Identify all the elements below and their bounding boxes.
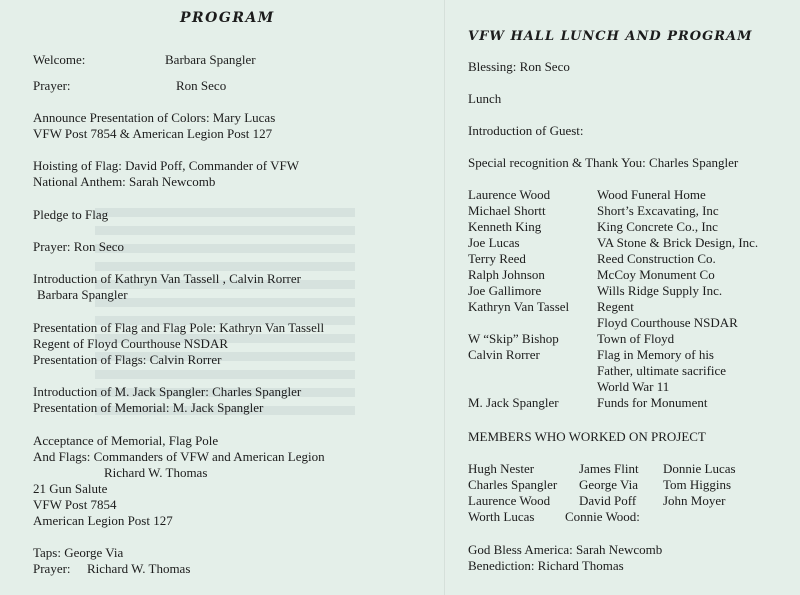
member-name: Donnie Lucas [663, 461, 736, 476]
thanks-name: Joe Lucas [468, 235, 520, 250]
thanks-name: Michael Shortt [468, 203, 546, 218]
presentation-flags: Presentation of Flags: Calvin Rorrer [33, 352, 222, 367]
member-name: Hugh Nester [468, 461, 535, 476]
welcome-label: Welcome: [33, 52, 86, 67]
thanks-list [468, 187, 798, 411]
members-row [468, 477, 798, 493]
intro-kathryn: Introduction of Kathryn Van Tassell , Calvin Rorrer [33, 271, 301, 286]
thanks-name: Kathryn Van Tassel [468, 299, 570, 314]
special-recognition: Special recognition & Thank You: Charles Spangler [468, 155, 739, 170]
member-name: Charles Spangler [468, 477, 558, 492]
thanks-organization: Regent [597, 299, 634, 314]
members-row [468, 509, 798, 525]
thanks-name: Joe Gallimore [468, 283, 542, 298]
thanks-name: Kenneth King [468, 219, 542, 234]
presentation-flag-pole: Presentation of Flag and Flag Pole: Kathryn Van Tassell [33, 320, 325, 335]
salute-vfw: VFW Post 7854 [33, 497, 117, 512]
acceptance-flags: And Flags: Commanders of VFW and American Legion [33, 449, 325, 464]
introduction-of-guest: Introduction of Guest: [468, 123, 584, 138]
thanks-row [468, 395, 798, 411]
pledge-to-flag: Pledge to Flag [33, 207, 109, 222]
thanks-organization: Reed Construction Co. [597, 251, 716, 266]
thanks-organization: World War 11 [597, 379, 670, 394]
thanks-row [468, 331, 798, 347]
regent-floyd: Regent of Floyd Courthouse NSDAR [33, 336, 228, 351]
intro-jack: Introduction of M. Jack Spangler: Charles Spangler [33, 384, 302, 399]
member-name: Tom Higgins [663, 477, 732, 492]
closing-prayer-name: Richard W. Thomas [87, 561, 191, 576]
benediction: Benediction: Richard Thomas [468, 558, 624, 573]
right-page [445, 0, 800, 595]
member-name: James Flint [579, 461, 639, 476]
thanks-name: Ralph Johnson [468, 267, 545, 282]
acceptance-richard: Richard W. Thomas [104, 465, 208, 480]
announce-colors: Announce Presentation of Colors: Mary Lucas [33, 110, 276, 125]
prayer-name: Ron Seco [176, 78, 227, 93]
member-name: John Moyer [663, 493, 726, 508]
thanks-organization: Flag in Memory of his [597, 347, 714, 362]
thanks-name: Calvin Rorrer [468, 347, 540, 362]
thanks-row [468, 219, 798, 235]
thanks-organization: Short’s Excavating, Inc [597, 203, 719, 218]
thanks-row [468, 251, 798, 267]
god-bless-america: God Bless America: Sarah Newcomb [468, 542, 663, 557]
lunch: Lunch [468, 91, 502, 106]
thanks-row [468, 299, 798, 315]
prayer-ron-seco: Prayer: Ron Seco [33, 239, 124, 254]
taps: Taps: George Via [33, 545, 124, 560]
announce-posts: VFW Post 7854 & American Legion Post 127 [33, 126, 273, 141]
members-list [468, 461, 798, 525]
member-name: Connie Wood: [565, 509, 640, 524]
thanks-row [468, 379, 798, 395]
thanks-name: W “Skip” Bishop [468, 331, 559, 346]
thanks-row [468, 347, 798, 363]
welcome-name: Barbara Spangler [165, 52, 256, 67]
lunch-program-title: VFW HALL LUNCH AND PROGRAM [468, 29, 753, 44]
salute-legion: American Legion Post 127 [33, 513, 173, 528]
thanks-organization: Wood Funeral Home [597, 187, 706, 202]
closing-prayer-label: Prayer: [33, 561, 71, 576]
thanks-row [468, 203, 798, 219]
thanks-organization: VA Stone & Brick Design, Inc. [597, 235, 759, 250]
thanks-organization: McCoy Monument Co [597, 267, 715, 282]
member-name: Worth Lucas [468, 509, 535, 524]
thanks-organization: King Concrete Co., Inc [597, 219, 718, 234]
thanks-row [468, 235, 798, 251]
program-title: PROGRAM [180, 10, 275, 26]
acceptance-memorial: Acceptance of Memorial, Flag Pole [33, 433, 219, 448]
members-row [468, 461, 798, 477]
presentation-memorial: Presentation of Memorial: M. Jack Spangler [33, 400, 264, 415]
hoisting-of-flag: Hoisting of Flag: David Poff, Commander of VFW [33, 158, 300, 173]
thanks-row [468, 315, 798, 331]
members-heading: MEMBERS WHO WORKED ON PROJECT [468, 429, 706, 444]
thanks-organization: Wills Ridge Supply Inc. [597, 283, 723, 298]
member-name: Laurence Wood [468, 493, 551, 508]
members-row [468, 493, 798, 509]
thanks-name: M. Jack Spangler [468, 395, 559, 410]
thanks-name: Laurence Wood [468, 187, 551, 202]
thanks-organization: Father, ultimate sacrifice [597, 363, 727, 378]
national-anthem: National Anthem: Sarah Newcomb [33, 174, 216, 189]
thanks-row [468, 187, 798, 203]
thanks-organization: Floyd Courthouse NSDAR [597, 315, 738, 330]
intro-kathryn-barbara: Barbara Spangler [37, 287, 128, 302]
thanks-organization: Funds for Monument [597, 395, 708, 410]
thanks-name: Terry Reed [468, 251, 526, 266]
thanks-organization: Town of Floyd [597, 331, 675, 346]
member-name: David Poff [579, 493, 637, 508]
prayer-label: Prayer: [33, 78, 71, 93]
blessing: Blessing: Ron Seco [468, 59, 570, 74]
member-name: George Via [579, 477, 639, 492]
thanks-row [468, 363, 798, 379]
thanks-row [468, 267, 798, 283]
thanks-row [468, 283, 798, 299]
gun-salute: 21 Gun Salute [33, 481, 108, 496]
